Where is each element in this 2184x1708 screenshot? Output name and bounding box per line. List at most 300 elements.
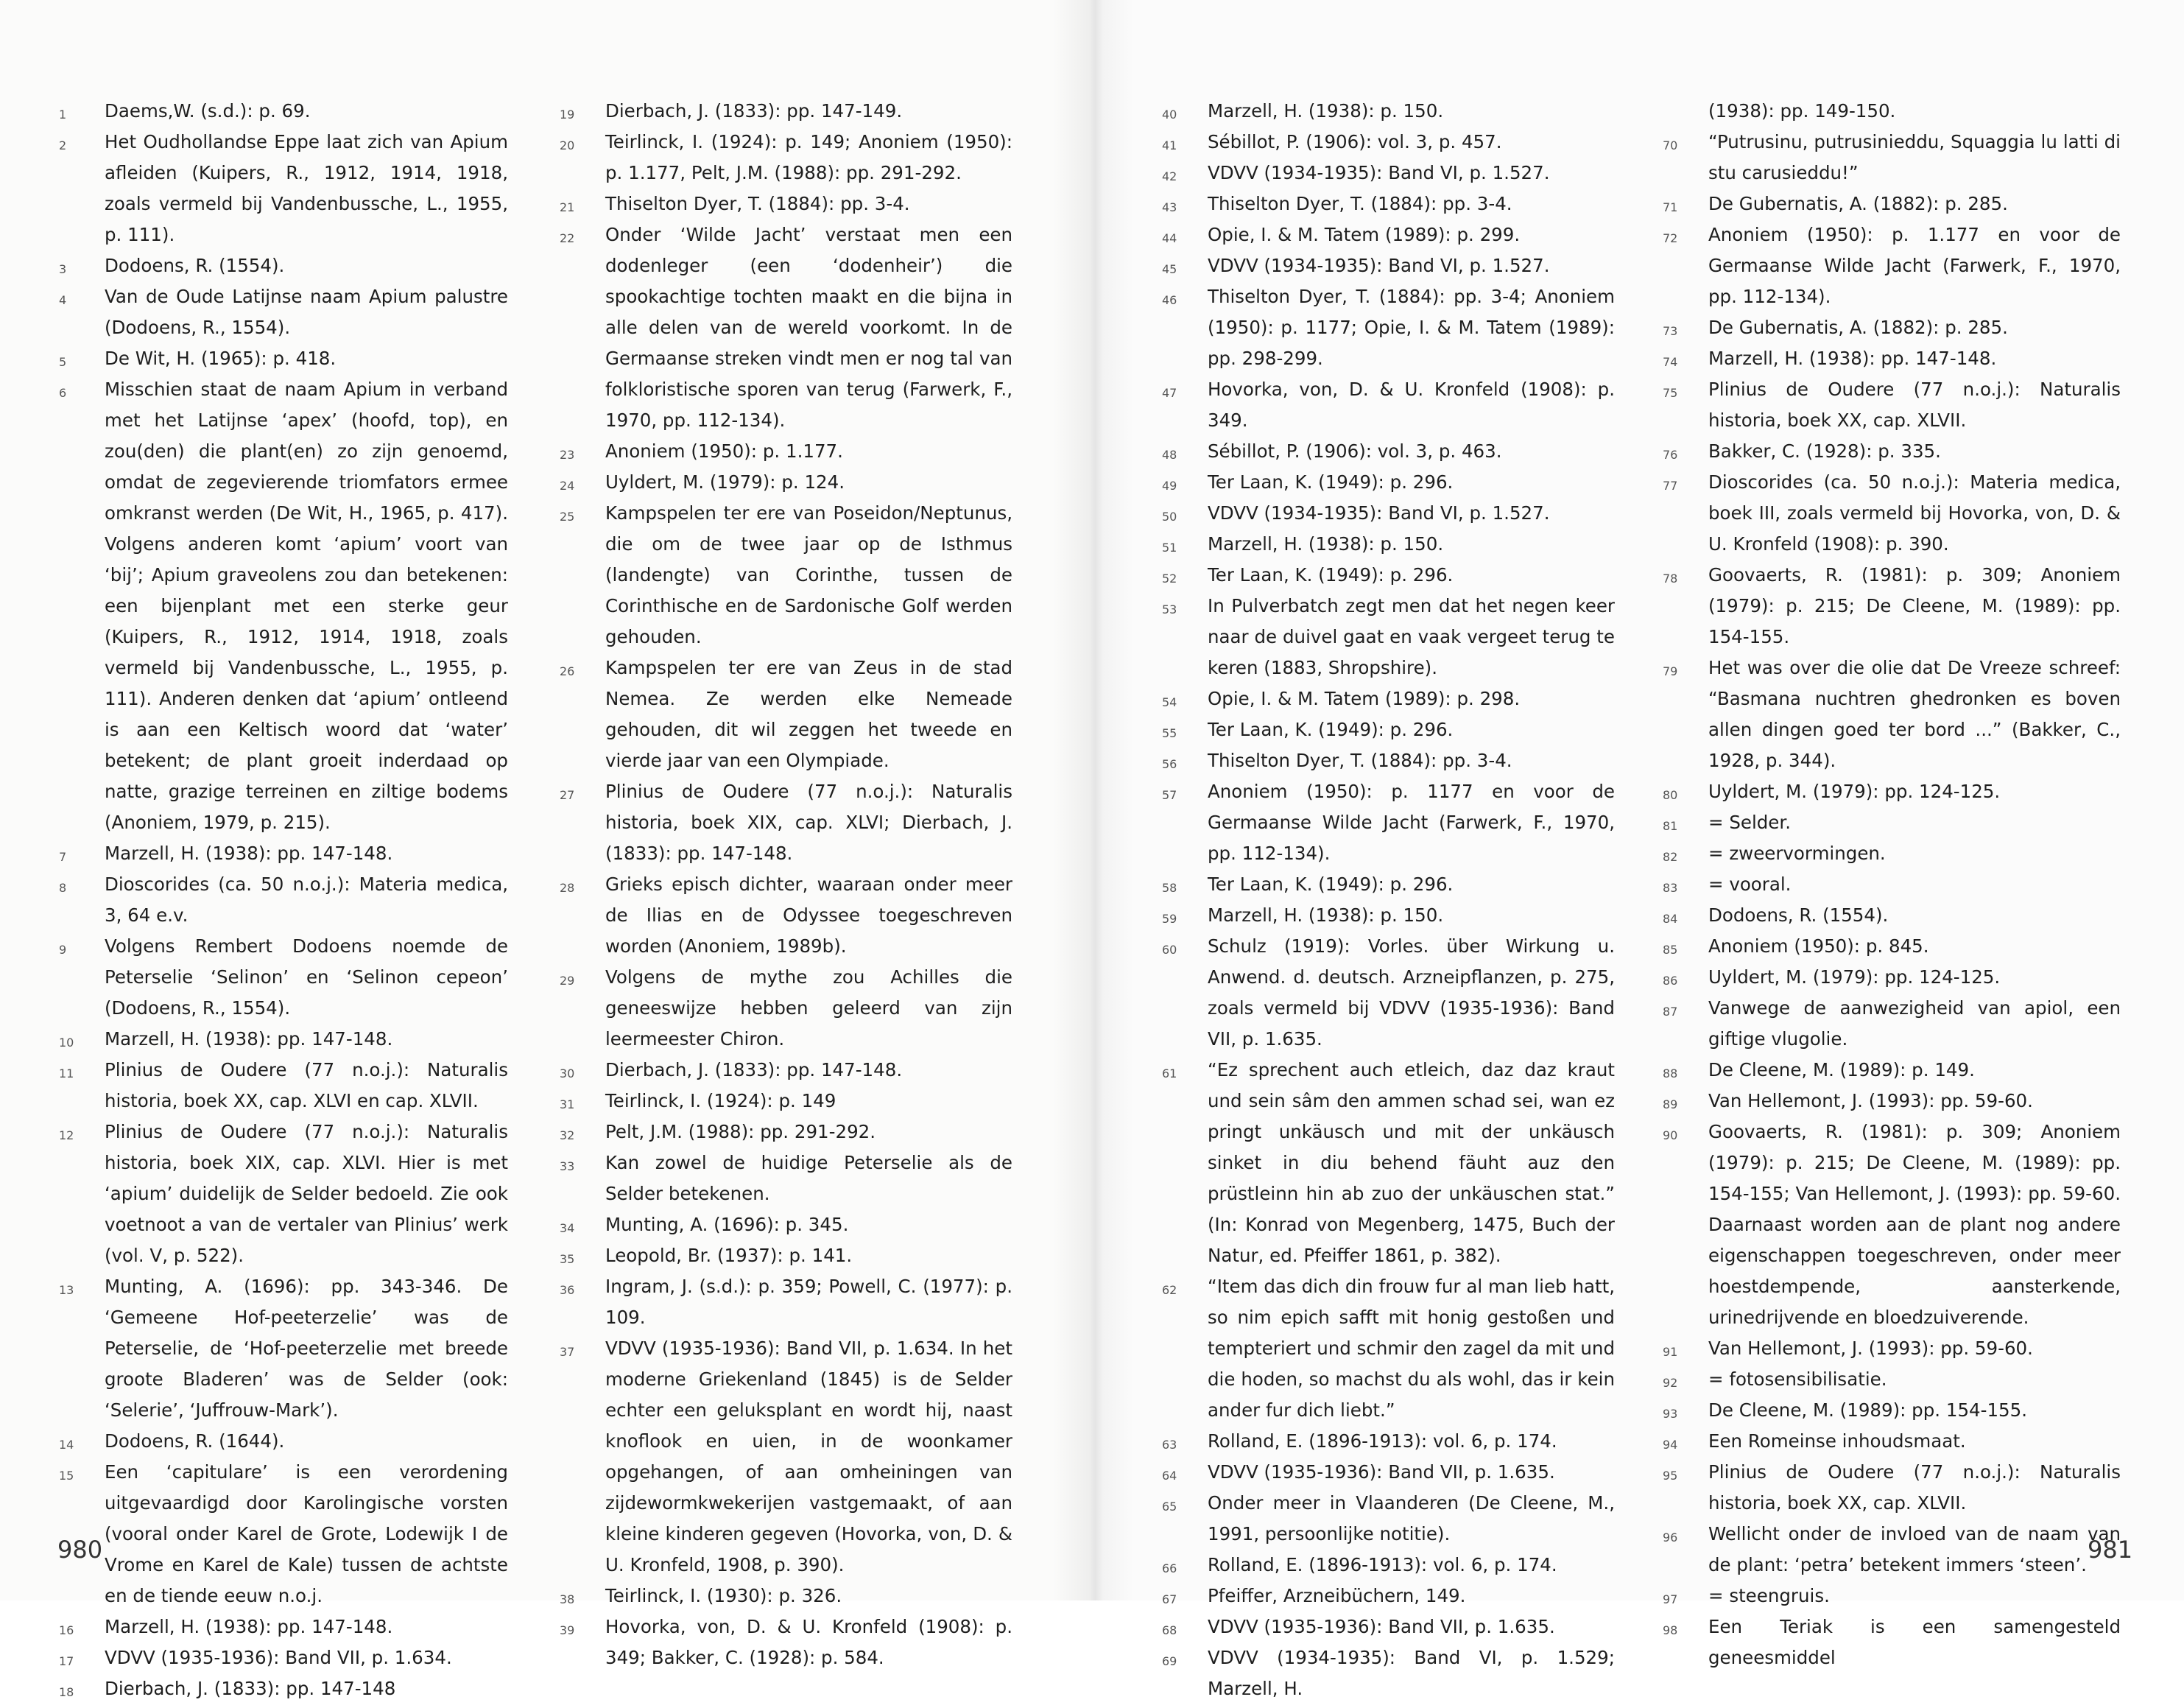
footnote-number: 36 bbox=[560, 1283, 575, 1297]
footnote-text: = vooral. bbox=[1708, 874, 1792, 895]
footnote-text: Munting, A. (1696): p. 345. bbox=[605, 1214, 849, 1235]
footnote-number: 6 bbox=[59, 386, 67, 400]
footnote-item bbox=[560, 498, 1012, 653]
footnote-number: 82 bbox=[1663, 850, 1678, 864]
footnote-number: 86 bbox=[1663, 974, 1678, 988]
footnote-number: 94 bbox=[1663, 1438, 1678, 1452]
footnote-number: 29 bbox=[560, 974, 575, 988]
footnote-item bbox=[59, 343, 508, 374]
footnote-text: Marzell, H. (1938): pp. 147-148. bbox=[1708, 348, 1997, 369]
footnote-text: Bakker, C. (1928): p. 335. bbox=[1708, 440, 1941, 462]
footnote-item bbox=[59, 96, 508, 127]
footnote-item bbox=[59, 1426, 508, 1457]
footnote-number: 43 bbox=[1162, 200, 1177, 214]
footnote-text: Het was over die olie dat De Vreeze schreef: “Basmana nuchtren ghedronken es boven allen dingen goed ter bord ...” (Bakker, C., 1928, p. 344). bbox=[1708, 657, 2121, 771]
footnote-text: Het Oudhollandse Eppe laat zich van Apium afleiden (Kuipers, R., 1912, 1914, 1918, zoals vermeld bij Vandenbussche, L., 1955, p. 111). bbox=[105, 131, 508, 245]
footnote-number: 30 bbox=[560, 1066, 575, 1080]
footnote-item bbox=[1663, 807, 2121, 838]
footnote-number: 23 bbox=[560, 448, 575, 462]
footnote-text: Pelt, J.M. (1988): pp. 291-292. bbox=[605, 1121, 876, 1142]
footnote-number: 69 bbox=[1162, 1654, 1177, 1668]
footnote-item bbox=[560, 1086, 1012, 1117]
footnote-number: 76 bbox=[1663, 448, 1678, 462]
footnote-text: Een ‘capitulare’ is een verordening uitgevaardigd door Karolingische vorsten (vooral onder Karel de Grote, Lodewijk I de Vrome en Karel de Kale) tussen de achtste en de tiende eeuw n.o.j. bbox=[105, 1461, 508, 1606]
footnote-text: VDVV (1935-1936): Band VII, p. 1.635. bbox=[1208, 1616, 1555, 1637]
footnote-item bbox=[1162, 560, 1615, 591]
footnote-text: Schulz (1919): Vorles. über Wirkung u. Anwend. d. deutsch. Arzneipflanzen, p. 275, zoals vermeld bij VDVV (1935-1936): Band VII, p. 1.635. bbox=[1208, 935, 1615, 1050]
footnote-text: Vanwege de aanwezigheid van apiol, een giftige vlugolie. bbox=[1708, 997, 2121, 1050]
footnote-text: VDVV (1934-1935): Band VI, p. 1.527. bbox=[1208, 255, 1550, 276]
footnote-item bbox=[560, 1612, 1012, 1673]
footnote-number: 56 bbox=[1162, 757, 1177, 771]
footnote-text: Anoniem (1950): p. 1177 en voor de Germaanse Wilde Jacht (Farwerk, F., 1970, pp. 112-134). bbox=[1208, 781, 1615, 864]
footnote-item bbox=[560, 1240, 1012, 1271]
footnote-item bbox=[1162, 219, 1615, 250]
footnote-text: Sébillot, P. (1906): vol. 3, p. 463. bbox=[1208, 440, 1502, 462]
footnote-item bbox=[1663, 993, 2121, 1055]
footnote-number: 57 bbox=[1162, 788, 1177, 802]
footnote-text: Dodoens, R. (1554). bbox=[105, 255, 285, 276]
footnote-text: Dodoens, R. (1554). bbox=[1708, 904, 1889, 926]
footnote-text: Van Hellemont, J. (1993): pp. 59-60. bbox=[1708, 1090, 2033, 1111]
footnote-number: 60 bbox=[1162, 943, 1177, 957]
footnote-item bbox=[1162, 714, 1615, 745]
footnote-number: 4 bbox=[59, 293, 67, 307]
footnote-number: 50 bbox=[1162, 510, 1177, 524]
footnote-item bbox=[59, 250, 508, 281]
footnote-text: (1938): pp. 149-150. bbox=[1708, 100, 1896, 122]
footnote-number: 87 bbox=[1663, 1005, 1678, 1019]
footnote-number: 88 bbox=[1663, 1066, 1678, 1080]
footnote-number: 21 bbox=[560, 200, 575, 214]
footnote-text: Dierbach, J. (1833): pp. 147-148. bbox=[605, 1059, 903, 1080]
footnote-number: 75 bbox=[1663, 386, 1678, 400]
footnote-number: 61 bbox=[1162, 1066, 1177, 1080]
footnote-number: 32 bbox=[560, 1128, 575, 1142]
footnote-item bbox=[59, 838, 508, 869]
footnote-item bbox=[1162, 776, 1615, 869]
footnote-item bbox=[560, 1148, 1012, 1209]
footnote-number: 98 bbox=[1663, 1623, 1678, 1637]
footnote-text: Volgens de mythe zou Achilles die geneeswijze hebben geleerd van zijn leermeester Chiron. bbox=[605, 966, 1012, 1050]
footnote-item bbox=[560, 1333, 1012, 1581]
footnote-item bbox=[1663, 653, 2121, 776]
footnote-item bbox=[1663, 776, 2121, 807]
footnote-number: 28 bbox=[560, 881, 575, 895]
footnote-text: De Wit, H. (1965): p. 418. bbox=[105, 348, 337, 369]
footnote-text: Kan zowel de huidige Peterselie als de Selder betekenen. bbox=[605, 1152, 1012, 1204]
footnote-item bbox=[1663, 219, 2121, 312]
footnote-column bbox=[1663, 96, 2121, 1673]
footnote-item bbox=[1663, 1581, 2121, 1612]
footnote-number: 78 bbox=[1663, 572, 1678, 586]
footnote-item bbox=[1162, 745, 1615, 776]
footnote-text: Uyldert, M. (1979): pp. 124-125. bbox=[1708, 781, 2001, 802]
footnote-item bbox=[1162, 591, 1615, 683]
footnote-text: De Cleene, M. (1989): pp. 154-155. bbox=[1708, 1399, 2028, 1421]
footnote-number: 84 bbox=[1663, 912, 1678, 926]
footnote-number: 9 bbox=[59, 943, 67, 957]
footnote-number: 46 bbox=[1162, 293, 1177, 307]
footnote-number: 8 bbox=[59, 881, 67, 895]
footnote-number: 10 bbox=[59, 1036, 74, 1050]
footnote-item bbox=[59, 1055, 508, 1117]
footnote-number: 74 bbox=[1663, 355, 1678, 369]
footnote-text: Ter Laan, K. (1949): p. 296. bbox=[1208, 471, 1454, 493]
footnote-text: Anoniem (1950): p. 1.177. bbox=[605, 440, 843, 462]
footnote-text: Opie, I. & M. Tatem (1989): p. 298. bbox=[1208, 688, 1521, 709]
footnote-number: 44 bbox=[1162, 231, 1177, 245]
footnote-number: 68 bbox=[1162, 1623, 1177, 1637]
footnote-text: Goovaerts, R. (1981): p. 309; Anoniem (1979): p. 215; De Cleene, M. (1989): pp. 154-155. bbox=[1708, 564, 2121, 647]
footnote-item bbox=[1162, 189, 1615, 219]
footnote-item bbox=[1162, 436, 1615, 467]
footnote-number: 18 bbox=[59, 1685, 74, 1699]
footnote-item bbox=[1162, 1271, 1615, 1426]
footnote-text: Plinius de Oudere (77 n.o.j.): Naturalis historia, boek XIX, cap. XLVI. Hier is met ‘apium’ duidelijk de Selder bedoeld. Zie ook voetnoot a van de vertaler van Plinius’ werk (vol. V, p. 522). bbox=[105, 1121, 508, 1266]
footnote-number: 73 bbox=[1663, 324, 1678, 338]
footnote-text: Anoniem (1950): p. 845. bbox=[1708, 935, 1929, 957]
footnote-number: 7 bbox=[59, 850, 67, 864]
footnote-text: Plinius de Oudere (77 n.o.j.): Naturalis historia, boek XX, cap. XLVII. bbox=[1708, 1461, 2121, 1514]
footnote-number: 95 bbox=[1663, 1469, 1678, 1483]
footnote-text: Misschien staat de naam Apium in verband met het Latijnse ‘apex’ (hoofd, top), en zou(den) die plant(en) zo zijn genoemd, omdat de zegevierende triomfators ermee omkranst werden (De Wit, H., 1965, p. 417). Volgens anderen komt ‘apium’ voort van ‘bij’; Apium graveolens zou dan betekenen: een bijenplant met een sterke geur (Kuipers, R., 1912, 1914, 1918, zoals vermeld bij Vandenbussche, L., 1955, p. 111). Anderen denken dat ‘apium’ ontleend is aan een Keltisch woord dat ‘water’ betekent; de plant groeit inderdaad op natte, grazige terreinen en ziltige bodems (Anoniem, 1979, p. 215). bbox=[105, 379, 508, 833]
footnote-number: 96 bbox=[1663, 1530, 1678, 1544]
footnote-number: 92 bbox=[1663, 1376, 1678, 1390]
footnote-item bbox=[1162, 1581, 1615, 1612]
footnote-item bbox=[560, 776, 1012, 869]
footnote-item bbox=[560, 96, 1012, 127]
footnote-number: 5 bbox=[59, 355, 67, 369]
footnote-item bbox=[59, 127, 508, 250]
footnote-item bbox=[1162, 96, 1615, 127]
footnote-number: 14 bbox=[59, 1438, 74, 1452]
footnote-number: 53 bbox=[1162, 602, 1177, 616]
footnote-number: 55 bbox=[1162, 726, 1177, 740]
footnote-text: Leopold, Br. (1937): p. 141. bbox=[605, 1245, 853, 1266]
footnote-number: 51 bbox=[1162, 541, 1177, 555]
footnote-item bbox=[1162, 250, 1615, 281]
footnote-number: 52 bbox=[1162, 572, 1177, 586]
footnote-number: 40 bbox=[1162, 108, 1177, 122]
footnote-number: 81 bbox=[1663, 819, 1678, 833]
footnote-text: Dioscorides (ca. 50 n.o.j.): Materia medica, 3, 64 e.v. bbox=[105, 874, 508, 926]
footnote-text: Van de Oude Latijnse naam Apium palustre (Dodoens, R., 1554). bbox=[105, 286, 508, 338]
footnote-text: Een Romeinse inhoudsmaat. bbox=[1708, 1430, 1966, 1452]
footnote-number: 20 bbox=[560, 138, 575, 152]
footnote-text: Marzell, H. (1938): pp. 147-148. bbox=[105, 1616, 393, 1637]
footnote-text: Grieks episch dichter, waaraan onder meer de Ilias en de Odyssee toegeschreven worden (Anoniem, 1989b). bbox=[605, 874, 1012, 957]
footnote-column bbox=[1162, 96, 1615, 1704]
footnote-number: 25 bbox=[560, 510, 575, 524]
footnote-item bbox=[1162, 1457, 1615, 1488]
footnote-text: Van Hellemont, J. (1993): pp. 59-60. bbox=[1708, 1338, 2033, 1359]
footnote-item bbox=[560, 1581, 1012, 1612]
footnote-number: 54 bbox=[1162, 695, 1177, 709]
footnote-number: 17 bbox=[59, 1654, 74, 1668]
footnote-item bbox=[59, 281, 508, 343]
footnote-item bbox=[1663, 1117, 2121, 1333]
footnote-number: 58 bbox=[1162, 881, 1177, 895]
footnote-number: 62 bbox=[1162, 1283, 1177, 1297]
footnote-number: 85 bbox=[1663, 943, 1678, 957]
left-page bbox=[0, 0, 1092, 1699]
footnote-text: Munting, A. (1696): pp. 343-346. De ‘Gemeene Hof-peeterzelie’ was de Peterselie, de ‘Hof-peeterzelie met breede groote Bladeren’ was de Selder (ook: ‘Selerie’, ‘Juffrouw-Mark’). bbox=[105, 1276, 508, 1421]
footnote-item bbox=[1162, 127, 1615, 158]
footnote-item bbox=[1663, 560, 2121, 653]
footnote-item bbox=[59, 869, 508, 931]
footnote-text: Thiselton Dyer, T. (1884): pp. 3-4; Anoniem (1950): p. 1177; Opie, I. & M. Tatem (1989): pp. 298-299. bbox=[1208, 286, 1615, 369]
footnote-item bbox=[1162, 1488, 1615, 1550]
footnote-number: 27 bbox=[560, 788, 575, 802]
footnote-number: 64 bbox=[1162, 1469, 1177, 1483]
footnote-item bbox=[560, 962, 1012, 1055]
footnote-text: Teirlinck, I. (1930): p. 326. bbox=[605, 1585, 842, 1606]
footnote-item bbox=[59, 1642, 508, 1673]
footnote-text: Volgens Rembert Dodoens noemde de Peterselie ‘Selinon’ en ‘Selinon cepeon’ (Dodoens, R., 1554). bbox=[105, 935, 508, 1019]
footnote-number: 77 bbox=[1663, 479, 1678, 493]
footnote-item bbox=[1663, 838, 2121, 869]
footnote-item bbox=[1663, 931, 2121, 962]
footnote-text: Plinius de Oudere (77 n.o.j.): Naturalis historia, boek XX, cap. XLVII. bbox=[1708, 379, 2121, 431]
footnote-item bbox=[560, 1117, 1012, 1148]
footnote-item bbox=[1162, 1612, 1615, 1642]
footnote-item bbox=[1162, 374, 1615, 436]
footnote-number: 63 bbox=[1162, 1438, 1177, 1452]
footnote-item bbox=[1162, 1642, 1615, 1704]
footnote-item bbox=[59, 1612, 508, 1642]
footnote-number: 1 bbox=[59, 108, 67, 122]
footnote-text: Thiselton Dyer, T. (1884): pp. 3-4. bbox=[605, 193, 910, 214]
footnote-number: 70 bbox=[1663, 138, 1678, 152]
footnote-number: 45 bbox=[1162, 262, 1177, 276]
footnote-number: 93 bbox=[1663, 1407, 1678, 1421]
footnote-item bbox=[560, 467, 1012, 498]
footnote-item bbox=[59, 374, 508, 838]
footnote-item bbox=[1663, 1395, 2121, 1426]
footnote-item bbox=[1162, 900, 1615, 931]
footnote-number: 71 bbox=[1663, 200, 1678, 214]
footnote-text: “Item das dich din frouw fur al man lieb hatt, so nim epich safft mit honig gestoßen und tempteriert und schmir den zagel da mit und die hoden, so machst du als wohl, das ir kein ander fur dich liebt.” bbox=[1208, 1276, 1615, 1421]
right-page bbox=[1092, 0, 2184, 1699]
footnote-text: Kampspelen ter ere van Zeus in de stad Nemea. Ze werden elke Nemeade gehouden, dit wil zeggen het tweede en vierde jaar van een Olympiade. bbox=[605, 657, 1012, 771]
footnote-number: 34 bbox=[560, 1221, 575, 1235]
footnote-text: VDVV (1934-1935): Band VI, p. 1.527. bbox=[1208, 162, 1550, 183]
footnote-text: Een Teriak is een samengesteld geneesmiddel bbox=[1708, 1616, 2121, 1668]
footnote-text: De Gubernatis, A. (1882): p. 285. bbox=[1708, 193, 2008, 214]
footnote-item bbox=[1663, 1086, 2121, 1117]
footnote-text: Hovorka, von, D. & U. Kronfeld (1908): p. 349. bbox=[1208, 379, 1615, 431]
footnote-item bbox=[59, 1457, 508, 1612]
footnote-number: 19 bbox=[560, 108, 575, 122]
footnote-item bbox=[1663, 127, 2121, 189]
footnote-number: 97 bbox=[1663, 1592, 1678, 1606]
footnote-item bbox=[1663, 1426, 2121, 1457]
footnote-item bbox=[560, 1271, 1012, 1333]
footnote-number: 38 bbox=[560, 1592, 575, 1606]
footnote-text: Goovaerts, R. (1981): p. 309; Anoniem (1979): p. 215; De Cleene, M. (1989): pp. 154-155; Van Hellemont, J. (1993): pp. 59-60. Daarnaast worden aan de plant nog andere eigenschappen toegeschreven, onder meer hoestdempende, aansterkende, urinedrijvende en bloedzuiverende. bbox=[1708, 1121, 2121, 1328]
footnote-text: Rolland, E. (1896-1913): vol. 6, p. 174. bbox=[1208, 1430, 1557, 1452]
footnote-text: Kampspelen ter ere van Poseidon/Neptunus, die om de twee jaar op de Isthmus (landengte) van Corinthe, tussen de Corinthische en de Sardonische Golf werden gehouden. bbox=[605, 502, 1012, 647]
footnote-number: 2 bbox=[59, 138, 67, 152]
footnote-item bbox=[1663, 189, 2121, 219]
footnote-text: Ingram, J. (s.d.): p. 359; Powell, C. (1977): p. 109. bbox=[605, 1276, 1012, 1328]
footnote-text: Uyldert, M. (1979): p. 124. bbox=[605, 471, 845, 493]
footnote-text: Dierbach, J. (1833): pp. 147-149. bbox=[605, 100, 903, 122]
footnote-text: Opie, I. & M. Tatem (1989): p. 299. bbox=[1208, 224, 1521, 245]
footnote-text: Dierbach, J. (1833): pp. 147-148 bbox=[105, 1678, 396, 1699]
footnote-text: Marzell, H. (1938): p. 150. bbox=[1208, 100, 1444, 122]
footnote-item bbox=[1162, 683, 1615, 714]
footnote-number: 42 bbox=[1162, 169, 1177, 183]
footnote-text: De Gubernatis, A. (1882): p. 285. bbox=[1708, 317, 2008, 338]
footnote-text: VDVV (1935-1936): Band VII, p. 1.635. bbox=[1208, 1461, 1555, 1483]
footnote-text: Marzell, H. (1938): p. 150. bbox=[1208, 904, 1444, 926]
footnote-text: Pfeiffer, Arzneibüchern, 149. bbox=[1208, 1585, 1466, 1606]
footnote-number: 26 bbox=[560, 664, 575, 678]
footnote-number: 33 bbox=[560, 1159, 575, 1173]
footnote-text: Onder ‘Wilde Jacht’ verstaat men een dodenleger (een ‘dodenheir’) die spookachtige tochten maakt en die bijna in alle delen van de wereld voorkomt. In de Germaanse streken vindt men er nog tal van folkloristische sporen van terug (Farwerk, F., 1970, pp. 112-134). bbox=[605, 224, 1012, 431]
footnote-number: 90 bbox=[1663, 1128, 1678, 1142]
footnote-text: Plinius de Oudere (77 n.o.j.): Naturalis historia, boek XX, cap. XLVI en cap. XLVII. bbox=[105, 1059, 508, 1111]
footnote-item bbox=[560, 1055, 1012, 1086]
footnote-text: VDVV (1934-1935): Band VI, p. 1.527. bbox=[1208, 502, 1550, 524]
footnote-text: De Cleene, M. (1989): p. 149. bbox=[1708, 1059, 1975, 1080]
footnote-text: Teirlinck, I. (1924): p. 149; Anoniem (1950): p. 1.177, Pelt, J.M. (1988): pp. 291-292. bbox=[605, 131, 1012, 183]
footnote-text: VDVV (1934-1935): Band VI, p. 1.529; Marzell, H. bbox=[1208, 1647, 1615, 1699]
footnote-number: 66 bbox=[1162, 1561, 1177, 1575]
footnote-text: Onder meer in Vlaanderen (De Cleene, M., 1991, persoonlijke notitie). bbox=[1208, 1492, 1615, 1544]
footnote-text: Marzell, H. (1938): pp. 147-148. bbox=[105, 1028, 393, 1050]
footnote-text: Rolland, E. (1896-1913): vol. 6, p. 174. bbox=[1208, 1554, 1557, 1575]
footnote-item bbox=[1162, 1055, 1615, 1271]
footnote-item bbox=[1663, 1457, 2121, 1519]
footnote-text: Anoniem (1950): p. 1.177 en voor de Germaanse Wilde Jacht (Farwerk, F., 1970, pp. 112-134). bbox=[1708, 224, 2121, 307]
footnote-number: 72 bbox=[1663, 231, 1678, 245]
footnote-text: Uyldert, M. (1979): pp. 124-125. bbox=[1708, 966, 2001, 988]
footnote-number: 89 bbox=[1663, 1097, 1678, 1111]
footnote-text: VDVV (1935-1936): Band VII, p. 1.634. In het moderne Griekenland (1845) is de Selder echter een geluksplant en wordt hij, naast knoflook en uien, in de woonkamer opgehangen, of aan omheiningen van zijdewormkwekerijen vastgemaakt, of aan kleine kinderen gegeven (Hovorka, von, D. & U. Kronfeld, 1908, p. 390). bbox=[605, 1338, 1012, 1575]
footnote-text: Thiselton Dyer, T. (1884): pp. 3-4. bbox=[1208, 193, 1512, 214]
footnote-text: Marzell, H. (1938): p. 150. bbox=[1208, 533, 1444, 555]
footnote-text: Plinius de Oudere (77 n.o.j.): Naturalis historia, boek XIX, cap. XLVI; Dierbach, J. (1833): pp. 147-148. bbox=[605, 781, 1012, 864]
page-number: 980 bbox=[57, 1536, 103, 1564]
footnote-item bbox=[1162, 931, 1615, 1055]
footnote-item bbox=[560, 653, 1012, 776]
footnote-item bbox=[1663, 96, 2121, 127]
footnote-item bbox=[1162, 869, 1615, 900]
footnote-number: 48 bbox=[1162, 448, 1177, 462]
footnote-item bbox=[59, 1271, 508, 1426]
footnote-column bbox=[59, 96, 508, 1704]
footnote-number: 15 bbox=[59, 1469, 74, 1483]
footnote-item bbox=[1663, 869, 2121, 900]
footnote-item bbox=[1162, 498, 1615, 529]
footnote-text: “Ez sprechent auch etleich, daz daz kraut und sein sâm den ammen schad sei, wan ez pringt unkäusch und mit der unkäusch sinket in diu behend fäuht auz den prüstleinn hin ab zuo der unkäuschen stat.” (In: Konrad von Megenberg, 1475, Buch der Natur, ed. Pfeiffer 1861, p. 382). bbox=[1208, 1059, 1615, 1266]
footnote-item bbox=[1663, 1519, 2121, 1581]
footnote-text: Teirlinck, I. (1924): p. 149 bbox=[605, 1090, 836, 1111]
footnote-item bbox=[1663, 1333, 2121, 1364]
footnote-number: 12 bbox=[59, 1128, 74, 1142]
footnote-number: 59 bbox=[1162, 912, 1177, 926]
footnote-text: “Putrusinu, putrusinieddu, Squaggia lu latti di stu carusieddu!” bbox=[1708, 131, 2121, 183]
footnote-text: Thiselton Dyer, T. (1884): pp. 3-4. bbox=[1208, 750, 1512, 771]
footnote-number: 22 bbox=[560, 231, 575, 245]
footnote-item bbox=[560, 869, 1012, 962]
footnote-item bbox=[1162, 467, 1615, 498]
footnote-number: 41 bbox=[1162, 138, 1177, 152]
footnote-number: 83 bbox=[1663, 881, 1678, 895]
footnote-item bbox=[560, 436, 1012, 467]
footnote-item bbox=[1663, 467, 2121, 560]
footnote-text: Hovorka, von, D. & U. Kronfeld (1908): p. 349; Bakker, C. (1928): p. 584. bbox=[605, 1616, 1012, 1668]
footnote-text: Dioscorides (ca. 50 n.o.j.): Materia medica, boek III, zoals vermeld bij Hovorka, von, D. & U. Kronfeld (1908): p. 390. bbox=[1708, 471, 2121, 555]
footnote-number: 65 bbox=[1162, 1500, 1177, 1514]
footnote-text: Dodoens, R. (1644). bbox=[105, 1430, 285, 1452]
footnote-item bbox=[1162, 158, 1615, 189]
footnote-number: 3 bbox=[59, 262, 67, 276]
footnote-item bbox=[1162, 529, 1615, 560]
footnote-item bbox=[560, 1209, 1012, 1240]
footnote-text: Ter Laan, K. (1949): p. 296. bbox=[1208, 719, 1454, 740]
footnote-item bbox=[1162, 1426, 1615, 1457]
footnote-item bbox=[59, 931, 508, 1024]
footnote-number: 39 bbox=[560, 1623, 575, 1637]
footnote-number: 16 bbox=[59, 1623, 74, 1637]
footnote-number: 67 bbox=[1162, 1592, 1177, 1606]
footnote-item bbox=[1162, 1550, 1615, 1581]
footnote-item bbox=[1663, 1364, 2121, 1395]
footnote-number: 11 bbox=[59, 1066, 74, 1080]
footnote-number: 79 bbox=[1663, 664, 1678, 678]
footnote-item bbox=[560, 219, 1012, 436]
footnote-text: = steengruis. bbox=[1708, 1585, 1830, 1606]
footnote-number: 47 bbox=[1162, 386, 1177, 400]
footnote-text: Ter Laan, K. (1949): p. 296. bbox=[1208, 564, 1454, 586]
footnote-column bbox=[560, 96, 1012, 1673]
footnote-item bbox=[59, 1117, 508, 1271]
footnote-number: 91 bbox=[1663, 1345, 1678, 1359]
footnote-item bbox=[560, 127, 1012, 189]
footnote-number: 13 bbox=[59, 1283, 74, 1297]
footnote-number: 24 bbox=[560, 479, 575, 493]
footnote-item bbox=[1663, 962, 2121, 993]
footnote-text: Wellicht onder de invloed van de naam van de plant: ‘petra’ betekent immers ‘steen’. bbox=[1708, 1523, 2121, 1575]
footnote-item bbox=[560, 189, 1012, 219]
footnote-item bbox=[1663, 1612, 2121, 1673]
page-number: 981 bbox=[2088, 1536, 2133, 1564]
footnote-text: = zweervormingen. bbox=[1708, 843, 1886, 864]
footnote-text: In Pulverbatch zegt men dat het negen keer naar de duivel gaat en vaak vergeet terug te keren (1883, Shropshire). bbox=[1208, 595, 1615, 678]
footnote-text: = Selder. bbox=[1708, 812, 1791, 833]
footnote-number: 80 bbox=[1663, 788, 1678, 802]
footnote-text: = fotosensibilisatie. bbox=[1708, 1368, 1887, 1390]
footnote-text: VDVV (1935-1936): Band VII, p. 1.634. bbox=[105, 1647, 452, 1668]
footnote-text: Sébillot, P. (1906): vol. 3, p. 457. bbox=[1208, 131, 1502, 152]
footnote-number: 31 bbox=[560, 1097, 575, 1111]
footnote-text: Ter Laan, K. (1949): p. 296. bbox=[1208, 874, 1454, 895]
footnote-item bbox=[1663, 1055, 2121, 1086]
footnote-text: Marzell, H. (1938): pp. 147-148. bbox=[105, 843, 393, 864]
footnote-text: Daems,W. (s.d.): p. 69. bbox=[105, 100, 311, 122]
footnote-item bbox=[59, 1673, 508, 1704]
footnote-item bbox=[1663, 374, 2121, 436]
footnote-item bbox=[1663, 436, 2121, 467]
footnote-number: 37 bbox=[560, 1345, 575, 1359]
footnote-item bbox=[1663, 343, 2121, 374]
footnote-item bbox=[59, 1024, 508, 1055]
footnote-item bbox=[1162, 281, 1615, 374]
